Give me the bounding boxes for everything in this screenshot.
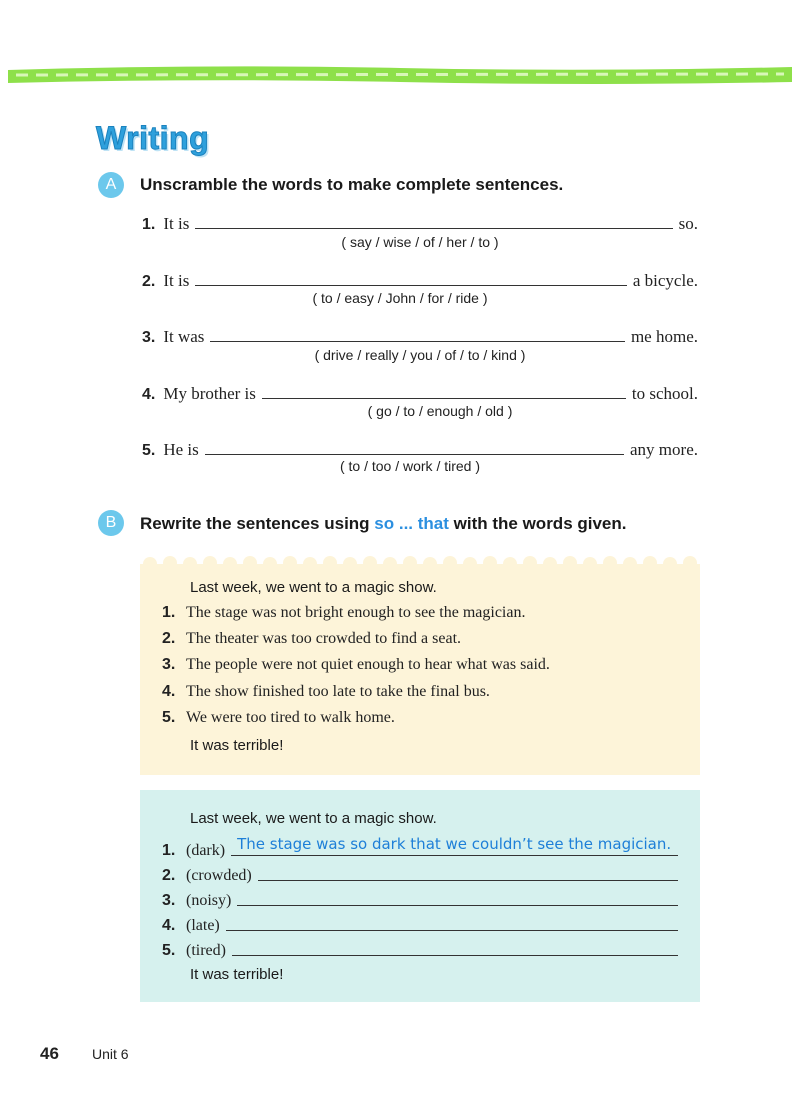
item-number: 2.: [142, 273, 156, 290]
instruction-text: with the words given.: [448, 514, 627, 533]
paper-torn-edge: [140, 550, 700, 568]
sentence-text: The people were not quiet enough to hear what was said.: [186, 656, 550, 673]
page-title: Writing: [96, 120, 210, 156]
answer-blank[interactable]: [195, 227, 672, 229]
item-number: 3.: [162, 892, 176, 909]
item-prefix: It is: [163, 271, 190, 290]
word-hint: ( go / to / enough / old ): [367, 403, 513, 419]
exercise-a-item: [142, 323, 698, 347]
item-number: 3.: [142, 329, 156, 346]
answer-blank[interactable]: [262, 397, 626, 399]
section-a-instruction: Unscramble the words to make complete sentences.: [140, 175, 564, 194]
story-sentence: [162, 656, 550, 674]
rewrite-closing: It was terrible!: [190, 966, 284, 983]
answer-blank[interactable]: [195, 284, 627, 286]
exercise-a-item: [142, 210, 698, 234]
item-suffix: so.: [678, 214, 698, 233]
story-sentence: [162, 630, 461, 648]
word-hint: ( say / wise / of / her / to ): [341, 234, 499, 250]
answer-line[interactable]: [258, 879, 678, 881]
item-number: 1.: [162, 604, 176, 621]
word-cue: (tired): [186, 942, 226, 959]
item-suffix: a bicycle.: [632, 271, 698, 290]
answer-blank[interactable]: [210, 340, 625, 342]
rewrite-item: [162, 888, 678, 910]
answer-line[interactable]: [232, 954, 678, 956]
word-hint: ( drive / really / you / of / to / kind ): [314, 347, 526, 363]
instruction-highlight: so ... that: [374, 514, 449, 533]
item-suffix: me home.: [630, 327, 698, 346]
story-sentence: [162, 709, 395, 727]
sentence-text: The theater was too crowded to find a seat.: [186, 630, 462, 647]
item-prefix: It is: [163, 214, 190, 233]
story-intro: Last week, we went to a magic show.: [190, 579, 437, 596]
answer-blank[interactable]: [205, 453, 624, 455]
item-number: 1.: [162, 842, 176, 859]
top-decorative-band: [8, 62, 792, 88]
word-cue: (crowded): [186, 867, 252, 884]
item-number: 5.: [162, 709, 176, 726]
item-number: 4.: [162, 917, 176, 934]
word-cue: (dark): [186, 842, 226, 859]
rewrite-item: [162, 913, 678, 935]
item-prefix: It was: [163, 327, 205, 346]
item-number: 2.: [162, 630, 176, 647]
item-number: 4.: [142, 386, 156, 403]
word-cue: (late): [186, 917, 220, 934]
item-suffix: to school.: [631, 384, 698, 403]
section-b-badge: B: [98, 510, 124, 536]
item-prefix: My brother is: [163, 384, 256, 403]
sentence-text: The stage was not bright enough to see the magician.: [186, 604, 526, 621]
answer-line[interactable]: [231, 835, 678, 856]
rewrite-item: [162, 938, 678, 960]
item-suffix: any more.: [630, 440, 698, 459]
section-b-instruction: [140, 514, 627, 534]
sample-answer: The stage was so dark that we couldn’t see the magician.: [237, 835, 672, 853]
item-number: 1.: [142, 216, 156, 233]
item-number: 4.: [162, 683, 176, 700]
story-sentence: [162, 683, 490, 701]
item-number: 3.: [162, 656, 176, 673]
exercise-a-item: [142, 380, 698, 404]
item-number: 5.: [162, 942, 176, 959]
story-sentence: [162, 604, 525, 622]
rewrite-item: [162, 863, 678, 885]
rewrite-item: [162, 835, 678, 860]
item-number: 2.: [162, 867, 176, 884]
item-number: 5.: [142, 442, 156, 459]
story-closing: It was terrible!: [190, 737, 284, 754]
sentence-text: We were too tired to walk home.: [186, 709, 395, 726]
rewrite-intro: Last week, we went to a magic show.: [190, 810, 437, 827]
word-hint: ( to / easy / John / for / ride ): [312, 290, 488, 306]
exercise-a-item: [142, 267, 698, 291]
item-prefix: He is: [163, 440, 199, 459]
word-cue: (noisy): [186, 892, 232, 909]
exercise-a-item: [142, 436, 698, 460]
sentence-text: The show finished too late to take the final bus.: [186, 683, 490, 700]
section-a-badge: A: [98, 172, 124, 198]
word-hint: ( to / too / work / tired ): [339, 458, 481, 474]
answer-line[interactable]: [237, 904, 678, 906]
instruction-text: Rewrite the sentences using: [140, 514, 375, 533]
answer-line[interactable]: [226, 929, 678, 931]
page-number: 46: [40, 1044, 59, 1063]
unit-label: Unit 6: [92, 1046, 129, 1062]
